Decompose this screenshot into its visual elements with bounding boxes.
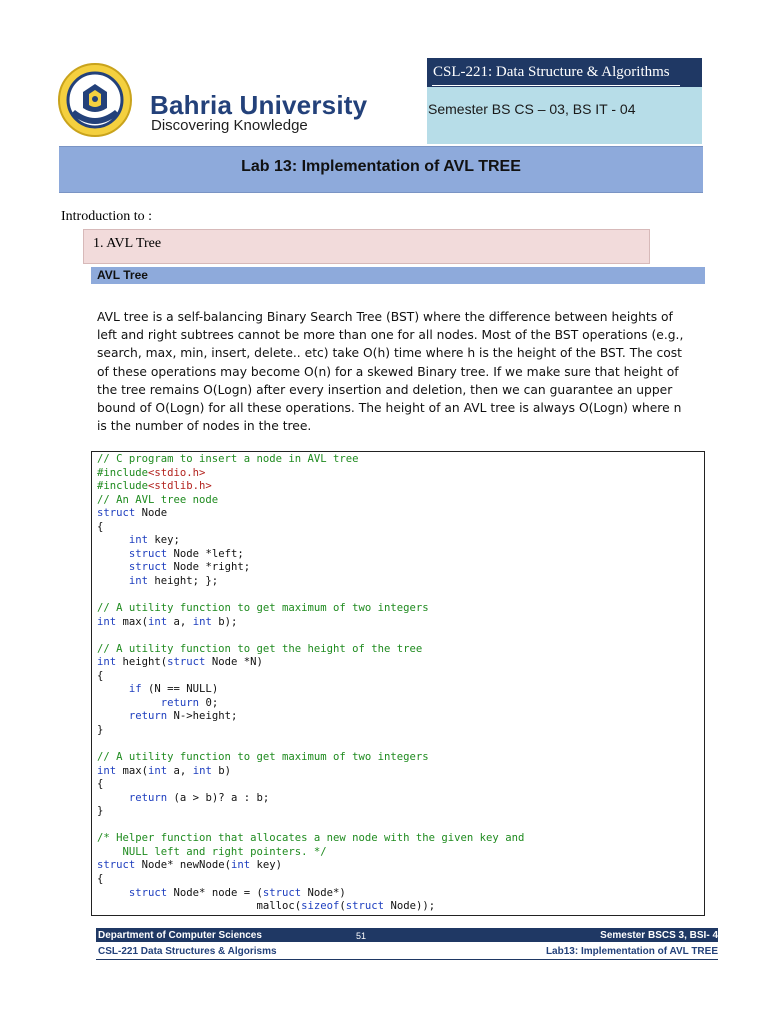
code-token: key; [148, 534, 180, 547]
code-token: /* Helper function that allocates a new node with the given key and [97, 832, 525, 845]
code-token: // C program to insert a node in AVL tree [97, 453, 359, 465]
paragraph-line: left and right subtrees cannot be more than one for all nodes. Most of the BST operations (e.g., [97, 328, 684, 343]
code-token [97, 683, 129, 695]
university-crest-icon [57, 62, 133, 138]
code-token: Node *left; [167, 547, 244, 560]
footer-lab: Lab13: Implementation of AVL TREE [545, 946, 718, 957]
code-line [97, 507, 524, 521]
page-number: 51 [356, 931, 367, 941]
paragraph-line: bound of O(Logn) for all these operations. The height of an AVL tree is always O(Logn) where n [97, 401, 682, 416]
code-token: struct [128, 547, 168, 560]
code-token: Node* node = ( [167, 886, 263, 899]
code-line [97, 616, 524, 630]
code-line [97, 453, 524, 467]
code-listing [97, 453, 524, 914]
code-line [97, 859, 524, 873]
code-token: int [97, 615, 117, 628]
code-line [97, 832, 524, 846]
section-heading-bar [91, 267, 705, 284]
code-token: int [128, 534, 149, 547]
code-token: int [97, 764, 117, 777]
code-token: { [97, 778, 104, 791]
code-token: key) [250, 859, 282, 872]
code-token: return [160, 696, 200, 709]
code-line [97, 751, 524, 765]
code-token: } [97, 723, 104, 736]
code-token [97, 887, 129, 899]
code-token: // A utility function to get maximum of two integers [97, 602, 429, 615]
footer-department: Department of Computer Sciences [98, 930, 262, 941]
topic-item: 1. AVL Tree [93, 236, 162, 251]
semester-label: Semester BS CS – 03, BS IT - 04 [428, 101, 636, 117]
code-token: height; }; [148, 574, 219, 587]
code-token: Node*) [301, 886, 346, 899]
code-token: struct [345, 900, 385, 913]
code-line [97, 792, 524, 806]
code-token: { [97, 872, 104, 885]
code-token: <stdio.h> [148, 466, 206, 479]
code-line [97, 534, 524, 548]
code-token: struct [97, 507, 136, 520]
code-token: int [128, 574, 149, 587]
code-token: int [148, 615, 168, 628]
code-token: Node)); [384, 900, 436, 913]
course-title: CSL-221: Data Structure & Algorithms [433, 64, 670, 80]
code-line [97, 697, 524, 711]
code-token: } [97, 805, 104, 818]
paragraph-line: search, max, min, insert, delete.. etc) take O(h) time where h is the height of the BST. The cost [97, 346, 683, 361]
intro-paragraph [97, 308, 707, 435]
code-line [97, 778, 524, 792]
topic-list-box [83, 229, 650, 264]
code-token: 0; [199, 696, 219, 709]
code-line [97, 805, 524, 819]
code-token: (N == NULL) [141, 683, 219, 696]
code-line [97, 724, 524, 738]
code-token: a, [167, 615, 193, 628]
code-line [97, 629, 524, 643]
code-line [97, 656, 524, 670]
code-line [97, 561, 524, 575]
code-token: height( [116, 656, 168, 669]
code-token: return [128, 791, 168, 804]
code-token: { [97, 669, 104, 682]
section-heading: AVL Tree [97, 268, 148, 282]
paragraph-line: is the number of nodes in the tree. [97, 419, 312, 434]
code-token [97, 575, 129, 587]
code-line [97, 683, 524, 697]
code-line [97, 737, 524, 751]
code-token: struct [128, 886, 168, 899]
lab-title: Lab 13: Implementation of AVL TREE [241, 158, 521, 175]
footer-bottom-rule [96, 959, 718, 960]
code-token: b) [211, 764, 231, 777]
code-token: Node* newNode( [135, 859, 231, 872]
code-token: b); [211, 615, 238, 628]
code-token: // A utility function to get maximum of two integers [97, 751, 429, 764]
code-token [97, 710, 129, 722]
code-token: return [128, 710, 168, 723]
code-token: ( [339, 900, 346, 913]
code-token: // An AVL tree node [97, 493, 219, 506]
code-token: int [192, 615, 212, 628]
code-token: struct [262, 886, 302, 899]
code-token: int [97, 656, 117, 669]
code-token: #include [97, 480, 149, 493]
code-token: Node [135, 507, 168, 520]
code-token: max( [116, 764, 149, 777]
code-line [97, 846, 524, 860]
code-line [97, 670, 524, 684]
code-line [97, 900, 524, 914]
code-token: N->height; [167, 710, 238, 723]
code-line [97, 765, 524, 779]
paragraph-line: AVL tree is a self-balancing Binary Search Tree (BST) where the difference between heights of [97, 310, 673, 324]
code-line [97, 710, 524, 724]
code-token [97, 792, 129, 804]
code-token [97, 697, 161, 709]
paragraph-line: of these operations may become O(n) for a skewed Binary tree. If we make sure that height of [97, 364, 679, 379]
university-tagline: Discovering Knowledge [151, 117, 308, 134]
code-token: malloc( [97, 900, 302, 913]
code-line [97, 643, 524, 657]
code-token: struct [167, 656, 206, 669]
code-token: max( [116, 615, 149, 628]
code-line [97, 887, 524, 901]
code-line [97, 548, 524, 562]
code-line [97, 521, 524, 535]
footer-semester: Semester BSCS 3, BSI- 4 [600, 930, 718, 941]
code-token: struct [97, 859, 136, 872]
code-line [97, 602, 524, 616]
course-underline [432, 85, 680, 86]
code-token: int [148, 764, 168, 777]
code-token: if [128, 683, 142, 696]
university-name: Bahria University [150, 90, 368, 120]
code-token: (a > b)? a : b; [167, 791, 270, 804]
code-line [97, 467, 524, 481]
code-token: struct [128, 561, 168, 574]
intro-label: Introduction to : [61, 209, 152, 224]
code-token: int [230, 859, 251, 872]
code-token: a, [167, 764, 193, 777]
footer-course: CSL-221 Data Structures & Algorisms [98, 946, 277, 957]
code-token: <stdlib.h> [148, 480, 212, 493]
paragraph-line: the tree remains O(Logn) after every insertion and deletion, then we can guarantee an upper [97, 382, 673, 397]
code-token: int [192, 764, 212, 777]
code-token: #include [97, 466, 149, 479]
code-token: { [97, 520, 104, 533]
code-line [97, 575, 524, 589]
code-token: Node *right; [167, 561, 251, 574]
code-line [97, 494, 524, 508]
code-token: // A utility function to get the height of the tree [97, 642, 423, 655]
university-logo [57, 62, 133, 138]
code-token: sizeof [301, 900, 340, 913]
code-line [97, 588, 524, 602]
code-line [97, 873, 524, 887]
code-token: Node *N) [205, 656, 263, 669]
code-token [97, 534, 129, 546]
code-line [97, 819, 524, 833]
code-token: NULL left and right pointers. */ [97, 845, 327, 858]
code-line [97, 480, 524, 494]
code-token [97, 548, 129, 560]
code-token [97, 561, 129, 573]
